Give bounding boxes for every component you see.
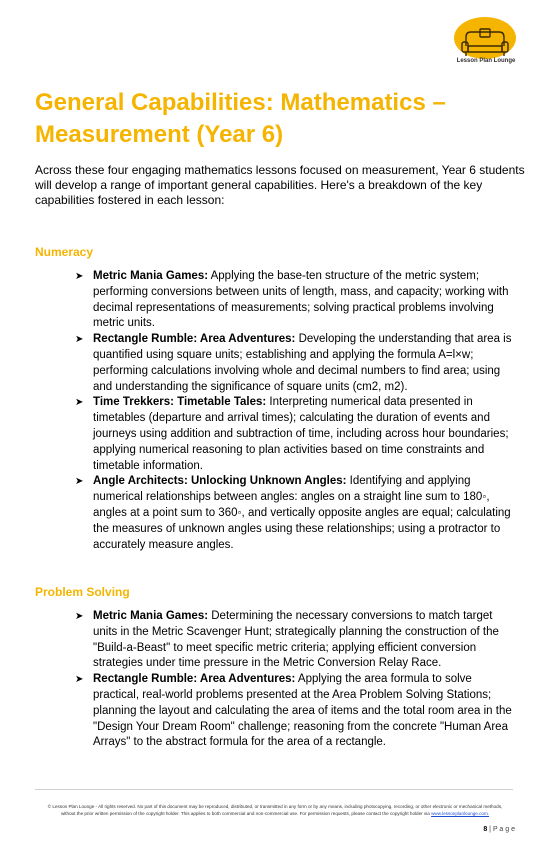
footer-divider — [35, 789, 513, 790]
page-separator: | — [487, 826, 493, 833]
list-item — [75, 395, 515, 474]
arrow-bullet-icon: ➤ — [75, 611, 84, 622]
logo-text: Lesson Plan Lounge — [456, 58, 516, 64]
list-item — [75, 474, 515, 553]
list-item — [75, 332, 515, 395]
section-heading-numeracy: Numeracy — [35, 245, 94, 259]
item-label: Angle Architects: Unlocking Unknown Angles: — [93, 475, 347, 488]
section-heading-problem-solving: Problem Solving — [35, 585, 130, 599]
page-title: General Capabilities: Mathematics – Measurement (Year 6) — [35, 89, 446, 148]
list-item — [75, 269, 515, 332]
item-label: Rectangle Rumble: Area Adventures: — [93, 673, 296, 686]
arrow-bullet-icon: ➤ — [75, 674, 84, 686]
copyright-footer — [40, 804, 510, 817]
arrow-bullet-icon: ➤ — [75, 397, 84, 409]
arrow-bullet-icon: ➤ — [75, 334, 84, 346]
page-label: P a g e — [492, 826, 515, 833]
item-text: Identifying and applying numerical relationships between angles: angles on a straight line sum to 180◦, angles at a point sum to 360◦, and vertically opposite angles are equal; calculating the measures of unknown angles using these relationships; using a protractor to accurately measure angles. — [93, 475, 511, 551]
item-text: Applying the area formula to solve practical, real-world problems presented at the Area Problem Solving Stations; planning the layout and calculating the area of items and the total room area in the "Design Your Dream Room" challenge; reasoning from the concrete "Human Area Arrays" to the abstract formula for the area of a rectangle. — [93, 673, 512, 749]
item-text: Interpreting numerical data presented in timetables (departure and arrival times); calculating the duration of events and journeys using addition and subtraction of time, including across hour boundaries; applying numerical reasoning to plan activities based on time constraints and timetable information. — [93, 396, 509, 472]
copyright-text: © Lesson Plan Lounge - All rights reserved. No part of this document may be reproduced, distributed, or transmitted in any form or by any means, including photocopying, recording, or other electronic or mechanical methods, without the prior written permission of the copyright holder. This applies to both commercial and non-commercial use. For permission requests, please contact the copyright holder via — [47, 804, 503, 816]
numeracy-list — [75, 269, 515, 553]
arrow-bullet-icon: ➤ — [75, 271, 84, 282]
item-label: Metric Mania Games: — [93, 610, 209, 622]
arrow-bullet-icon: ➤ — [75, 476, 84, 488]
list-item — [75, 672, 515, 751]
item-text: Developing the understanding that area is quantified using square units; establishing and applying the formula A=l×w; performing calculations involving whole and decimal numbers to find area; using and understanding the significance of square units (cm2, m2). — [93, 333, 512, 393]
list-item — [75, 609, 515, 672]
website-link[interactable]: www.lessonplanlounge.com. — [431, 810, 490, 816]
problem-solving-list — [75, 609, 515, 751]
item-label: Metric Mania Games: — [93, 270, 209, 282]
item-text: Determining the necessary conversions to match target units in the Metric Scavenger Hunt; strategically planning the construction of the "Build-a-Beast" to meet specific metric criteria; applying efficient conversion strategies under time pressure in the Metric Conversion Relay Race. — [93, 610, 499, 670]
item-label: Time Trekkers: Timetable Tales: — [93, 396, 267, 409]
page-number-value: 8 — [483, 826, 488, 833]
intro-paragraph: Across these four engaging mathematics lessons focused on measurement, Year 6 students will develop a range of important general capabilities. Here's a breakdown of the key capabilities fostered in each lesson: — [35, 163, 525, 207]
item-label: Rectangle Rumble: Area Adventures: — [93, 333, 296, 346]
item-text: Applying the base-ten structure of the metric system; performing conversions between units of length, mass, and capacity; working with decimal representations of measurements; solving practical problems involving metric units. — [93, 270, 509, 330]
page-number — [483, 826, 515, 833]
